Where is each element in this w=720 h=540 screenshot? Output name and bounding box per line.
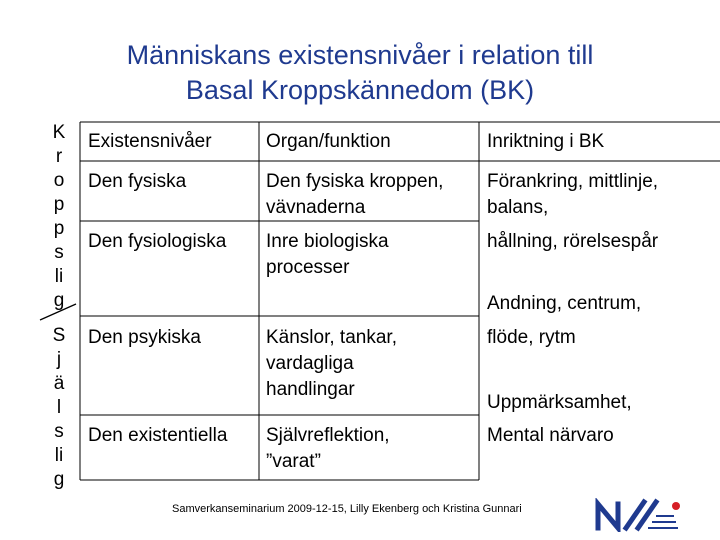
title-line-2: Basal Kroppskännedom (BK) xyxy=(185,75,535,105)
side-letter: ä xyxy=(53,373,65,394)
focus-cell: hållning, rörelsespår xyxy=(487,231,659,252)
side-letter: p xyxy=(53,218,65,239)
focus-cell: Andning, centrum, xyxy=(487,293,642,314)
side-letter: s xyxy=(54,421,64,442)
title-line-1: Människans existensnivåer i relation till xyxy=(126,40,594,70)
organ-cell: processer xyxy=(266,257,350,278)
focus-cell: flöde, rytm xyxy=(487,327,576,348)
level-cell: Den fysiologiska xyxy=(88,231,227,252)
side-letter: s xyxy=(54,242,64,263)
side-letter: K xyxy=(52,122,66,143)
organ-cell: Den fysiska kroppen, xyxy=(266,171,444,192)
side-letter: r xyxy=(55,146,63,167)
organ-cell: Känslor, tankar, xyxy=(266,327,397,348)
organ-cell: Självreflektion, xyxy=(266,425,390,446)
header-organ-funktion: Organ/funktion xyxy=(266,131,391,152)
focus-cell: Mental närvaro xyxy=(487,425,614,446)
organ-cell: ”varat” xyxy=(266,451,321,472)
header-existensnivaer: Existensnivåer xyxy=(88,131,212,152)
slide-title xyxy=(0,38,720,108)
focus-cell: Förankring, mittlinje, xyxy=(487,171,659,192)
focus-cell: balans, xyxy=(487,197,549,218)
level-cell: Den fysiska xyxy=(88,171,187,192)
organ-cell: vardagliga xyxy=(266,353,354,374)
side-letter: o xyxy=(53,170,65,191)
organ-cell: vävnaderna xyxy=(266,197,366,218)
side-letter: p xyxy=(53,194,65,215)
side-letter: l xyxy=(56,397,62,418)
organ-cell: Inre biologiska xyxy=(266,231,389,252)
focus-cell: Uppmärksamhet, xyxy=(487,392,632,413)
side-letter: li xyxy=(54,445,64,466)
header-inriktning: Inriktning i BK xyxy=(487,131,605,152)
side-divider-slash xyxy=(38,300,78,324)
side-letter: li xyxy=(54,266,64,287)
nh-logo-icon xyxy=(592,498,682,532)
side-letter: j xyxy=(56,349,62,370)
side-letter: S xyxy=(52,325,66,346)
footer-credit: Samverkanseminarium 2009-12-15, Lilly Ekenberg och Kristina Gunnari xyxy=(172,503,522,515)
organ-cell: handlingar xyxy=(266,379,355,400)
level-cell: Den psykiska xyxy=(88,327,201,348)
side-letter: g xyxy=(53,469,65,490)
side-letter: g xyxy=(53,290,65,311)
level-cell: Den existentiella xyxy=(88,425,228,446)
